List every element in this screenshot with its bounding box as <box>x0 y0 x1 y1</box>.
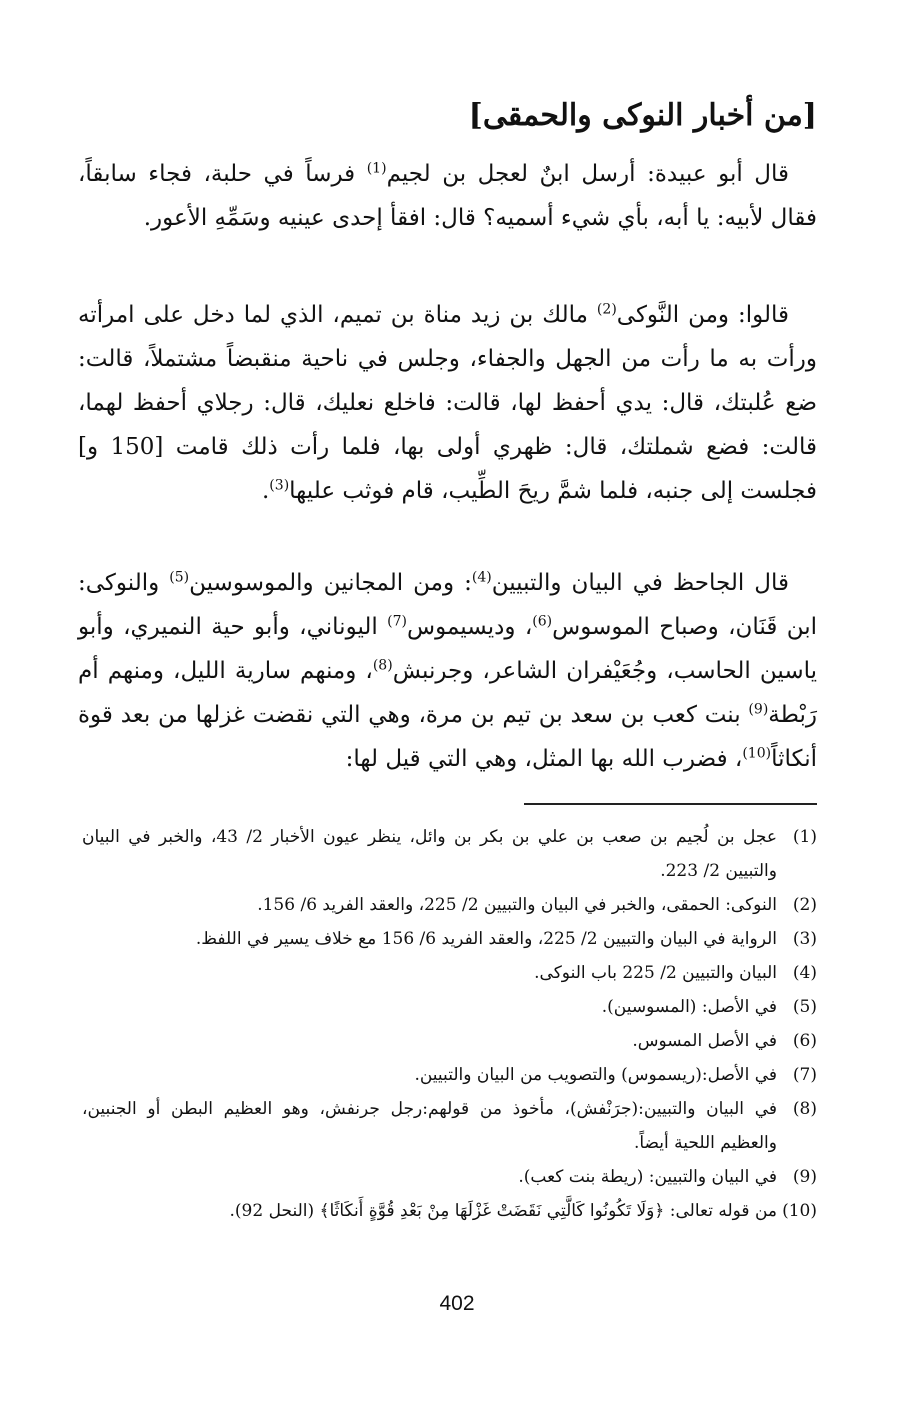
footnote-number: (8) <box>792 1099 817 1119</box>
footnote-text: في الأصل المسوس. <box>632 1031 777 1051</box>
footnote-item <box>82 1024 817 1058</box>
section-heading: [من أخبار النوكى والحمقى] <box>468 98 817 133</box>
footnote-reference: (10) <box>742 745 772 762</box>
footnote-item <box>82 922 817 956</box>
footnote-number: (6) <box>792 1031 817 1051</box>
paragraph-1 <box>78 152 817 240</box>
footnote-reference: (6) <box>532 613 553 630</box>
paragraph-text: قالوا: ومن النَّوكى <box>616 302 789 328</box>
paragraph-text: قال الجاحظ في البيان والتبيين <box>491 570 789 596</box>
footnote-number: (3) <box>792 929 817 949</box>
footnote-reference: (5) <box>169 569 190 586</box>
paragraph-2 <box>78 293 817 513</box>
paragraph-3 <box>78 561 817 781</box>
footnote-text: في البيان والتبيين:(جرَنْفش)، مأخوذ من قولهم:رجل جرنفش، وهو العظيم البطن أو الجنبين، والعظيم اللحية أيضاً. <box>82 1099 777 1153</box>
footnote-number: (4) <box>792 963 817 983</box>
footnote-divider <box>524 803 817 805</box>
footnote-item <box>82 990 817 1024</box>
footnote-reference: (1) <box>366 160 387 177</box>
paragraph-text: ، وديسيموس <box>407 614 533 640</box>
footnotes-list <box>82 820 817 1228</box>
footnote-item <box>82 956 817 990</box>
paragraph-text: قال أبو عبيدة: أرسل ابنٌ لعجل بن لجيم <box>386 161 789 187</box>
page-number: 402 <box>439 1292 475 1315</box>
footnote-reference: (9) <box>748 701 769 718</box>
footnote-number: (5) <box>792 997 817 1017</box>
footnote-text: في البيان والتبيين: (ريطة بنت كعب). <box>518 1167 777 1187</box>
footnote-item <box>82 1058 817 1092</box>
footnote-reference: (8) <box>372 657 393 674</box>
footnote-text: الرواية في البيان والتبيين 2/ 225، والعقد الفريد 6/ 156 مع خلاف يسير في اللفظ. <box>195 929 777 949</box>
footnote-number: (10) <box>782 1201 817 1221</box>
footnote-reference: (3) <box>269 477 290 494</box>
paragraph-text: . <box>261 478 270 504</box>
footnote-text: في الأصل: (المسوسين). <box>601 997 777 1017</box>
paragraph-text: اليوناني، وأبو حية النميري، وأبو ياسين الحاسب، وجُعَيْفران الشاعر، وجرنبش <box>78 614 817 684</box>
paragraph-text: فرساً في حلبة، فجاء سابقاً، فقال لأبيه: يا أبه، بأي شيء أسميه؟ قال: افقأ إحدى عينيه وسَمِّهِ الأعور. <box>78 161 817 231</box>
paragraph-text: ، فضرب الله بها المثل، وهي التي قيل لها: <box>345 746 743 772</box>
footnote-item <box>82 888 817 922</box>
footnote-item <box>82 1194 817 1228</box>
footnote-number: (1) <box>792 827 817 847</box>
footnote-number: (7) <box>792 1065 817 1085</box>
footnote-number: (9) <box>792 1167 817 1187</box>
paragraph-text: : ومن المجانين والموسوسين <box>189 570 472 596</box>
footnote-text: البيان والتبيين 2/ 225 باب النوكى. <box>534 963 777 983</box>
footnote-item <box>82 820 817 888</box>
footnote-reference: (2) <box>596 301 617 318</box>
footnote-text: النوكى: الحمقى، والخبر في البيان والتبيين 2/ 225، والعقد الفريد 6/ 156. <box>257 895 777 915</box>
footnote-text: عجل بن لُجيم بن صعب بن علي بن بكر بن وائل، ينظر عيون الأخبار 2/ 43، والخبر في البيان والتبيين 2/ 223. <box>82 827 778 881</box>
paragraph-text: مالك بن زيد مناة بن تميم، الذي لما دخل على امرأته ورأت به ما رأت من الجهل والجفاء، وجلس في ناحية منقبضاً مشتملاً، قالت: ضع عُلبتك، قال: يدي أحفظ لها، قالت: فاخلع نعليك، قال: رجلاي أحفظ لهما، قالت: فضع شملتك، قال: ظهري أولى بها، فلما رأت ذلك قامت [150 و] فجلست إلى جنبه، فلما شمَّ ريحَ الطِّيب، قام فوثب عليها <box>78 302 817 504</box>
footnote-number: (2) <box>792 895 817 915</box>
footnote-text: في الأصل:(ريسموس) والتصويب من البيان والتبيين. <box>414 1065 777 1085</box>
footnote-item <box>82 1160 817 1194</box>
paragraph-text: ، ومنهم سارية الليل، ومنهم أم رَبْطة <box>78 658 817 728</box>
footnote-text: من قوله تعالى: ﴿وَلَا تَكُونُوا كَالَّتِي نَقَضَتْ غَزْلَهَا مِنْ بَعْدِ قُوَّةٍ أَنكَاثًا﴾ (النحل 92). <box>229 1201 777 1221</box>
paragraph-text: والنوكى: ابن قَنَان، وصباح الموسوس <box>78 570 817 640</box>
paragraph-text: بنت كعب بن سعد بن تيم بن مرة، وهي التي نقضت غزلها من بعد قوة أنكاثاً <box>78 702 817 772</box>
footnote-reference: (7) <box>387 613 408 630</box>
footnote-item <box>82 1092 817 1160</box>
footnote-reference: (4) <box>471 569 492 586</box>
